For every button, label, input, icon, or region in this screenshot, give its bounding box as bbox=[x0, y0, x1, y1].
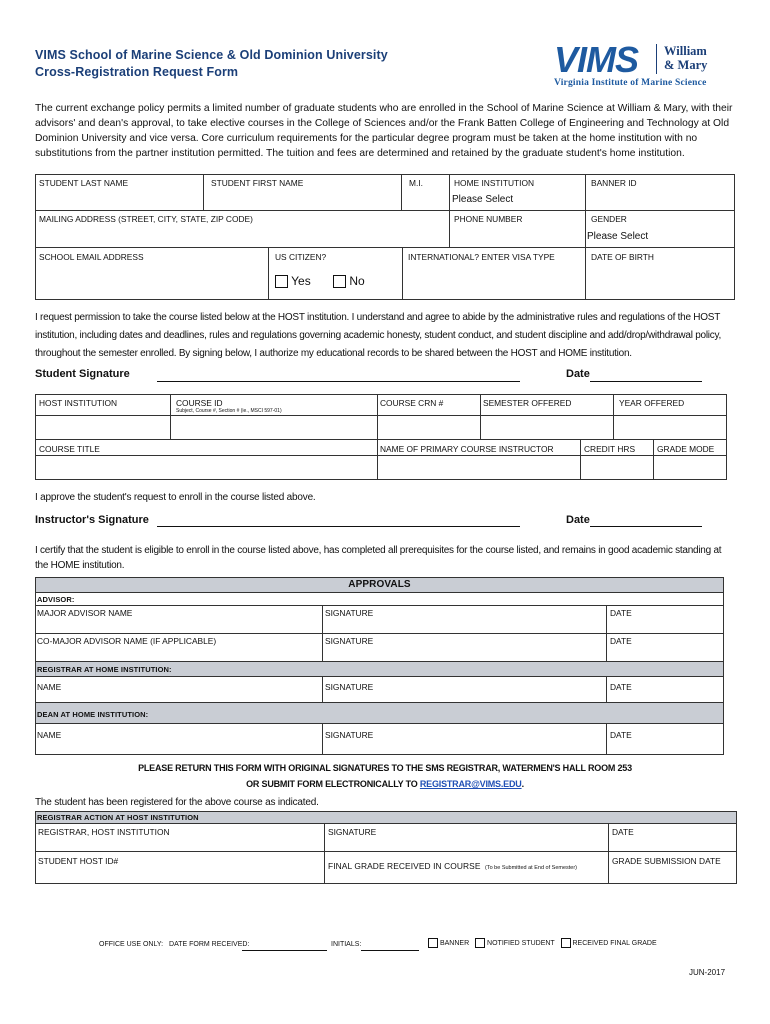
banner-checkbox-label: BANNER bbox=[439, 939, 470, 947]
host-registrar-field[interactable] bbox=[36, 837, 323, 850]
citizen-yes-checkbox[interactable] bbox=[275, 275, 288, 288]
date-received-label: DATE FORM RECEIVED: bbox=[169, 941, 250, 948]
registrar-date-field[interactable] bbox=[607, 691, 723, 702]
registrar-name-field[interactable] bbox=[36, 691, 321, 702]
citizen-no-checkbox[interactable] bbox=[333, 275, 346, 288]
final-grade-checkbox[interactable] bbox=[561, 938, 571, 948]
host-id-label: STUDENT HOST ID# bbox=[38, 856, 119, 866]
grade-submission-date-field[interactable] bbox=[609, 866, 736, 883]
phone-field[interactable] bbox=[450, 224, 584, 246]
co-major-advisor-field[interactable] bbox=[36, 645, 321, 660]
dean-home-heading: DEAN AT HOME INSTITUTION: bbox=[37, 710, 149, 719]
grade-mode-field[interactable] bbox=[654, 456, 726, 479]
logo-subtitle: Virginia Institute of Marine Science bbox=[554, 78, 707, 88]
banner-checkbox[interactable] bbox=[428, 938, 438, 948]
gender-select[interactable]: Please Select bbox=[587, 231, 649, 242]
course-title-field[interactable] bbox=[36, 456, 376, 479]
registrar-signature-field[interactable] bbox=[323, 691, 605, 702]
certify-paragraph: I certify that the student is eligible to enroll in the course listed above, has completed all prerequisites for the course listed, and remains in good academic standing at the HOME institution. bbox=[35, 545, 722, 571]
student-info-table bbox=[35, 174, 735, 288]
crn-field[interactable] bbox=[378, 416, 479, 439]
office-checkboxes bbox=[428, 938, 657, 948]
initials-label: INITIALS: bbox=[331, 941, 362, 948]
registered-text: The student has been registered for the above course as indicated. bbox=[35, 797, 319, 808]
credit-hrs-field[interactable] bbox=[581, 456, 652, 479]
final-grade-field[interactable] bbox=[325, 866, 607, 883]
registrar-date-label: DATE bbox=[610, 682, 632, 692]
us-citizen-label: US CITIZEN? bbox=[275, 252, 327, 262]
visa-type-field[interactable] bbox=[403, 264, 584, 299]
registrar-action-heading: REGISTRAR ACTION AT HOST INSTITUTION bbox=[37, 813, 199, 822]
registrar-signature-label: SIGNATURE bbox=[325, 682, 374, 692]
mailing-address-field[interactable] bbox=[36, 224, 448, 246]
mi-label: M.I. bbox=[409, 178, 423, 188]
return-instructions-text: OR SUBMIT FORM ELECTRONICALLY TO bbox=[246, 779, 418, 789]
student-signature-label: Student Signature bbox=[35, 368, 130, 380]
office-use-row bbox=[99, 941, 249, 948]
co-major-date-field[interactable] bbox=[607, 645, 723, 660]
phone-label: PHONE NUMBER bbox=[454, 214, 523, 224]
visa-type-label: INTERNATIONAL? ENTER VISA TYPE bbox=[408, 252, 555, 262]
banner-id-label: BANNER ID bbox=[591, 178, 637, 188]
host-institution-field[interactable] bbox=[36, 416, 169, 439]
student-date-label: Date bbox=[566, 368, 590, 380]
dean-date-field[interactable] bbox=[607, 740, 723, 754]
form-title-line2: Cross-Registration Request Form bbox=[35, 65, 239, 79]
major-advisor-date-label: DATE bbox=[610, 608, 632, 618]
vims-logo bbox=[552, 40, 732, 90]
major-advisor-signature-field[interactable] bbox=[323, 617, 605, 632]
semester-field[interactable] bbox=[481, 416, 612, 439]
intro-paragraph: The current exchange policy permits a limited number of graduate students who are enrolled in the School of Marine Science at William & Mary, with their advisors' and dean's approval, to take elective courses in the College of Sciences and/or the Frank Batten College of Engineering and Technology at Old Dominion University and vice versa. Core curriculum requirements for the particular degree program must be taken at the home institution with no substitutions from the partner institution permitted. The tuition and fees are determined and retained by the graduate student's home institution. bbox=[35, 103, 733, 159]
email-field[interactable] bbox=[36, 264, 267, 299]
last-name-label: STUDENT LAST NAME bbox=[39, 178, 129, 188]
co-major-signature-field[interactable] bbox=[323, 645, 605, 660]
mi-field[interactable] bbox=[402, 188, 448, 210]
year-field[interactable] bbox=[614, 416, 726, 439]
course-id-label: COURSE ID bbox=[176, 398, 223, 408]
form-title-line1: VIMS School of Marine Science & Old Dominion University bbox=[35, 48, 388, 62]
dean-name-label: NAME bbox=[37, 730, 62, 740]
host-registrar-label: REGISTRAR, HOST INSTITUTION bbox=[38, 827, 170, 837]
host-date-label: DATE bbox=[612, 827, 634, 837]
permission-paragraph: I request permission to take the course listed below at the HOST institution. I understand and agree to abide by the administrative rules and regulations of the HOST institution, including dates and deadlines, rules and regulations governing academic honesty, student conduct, and student discipline and add/drop/withdrawal policy, throughout the semester enrolled. By signing below, I authorize my educational records to be shared between the HOST and HOME institution. bbox=[35, 312, 722, 359]
registrar-email-link[interactable]: REGISTRAR@VIMS.EDU bbox=[419, 779, 522, 789]
gender-label: GENDER bbox=[591, 214, 627, 224]
citizen-no-label: No bbox=[349, 274, 365, 288]
citizen-yes-label: Yes bbox=[291, 274, 311, 288]
instructor-signature-line[interactable] bbox=[157, 526, 520, 527]
instructor-signature-label: Instructor's Signature bbox=[35, 514, 149, 526]
banner-id-field[interactable] bbox=[586, 188, 734, 210]
dean-date-label: DATE bbox=[610, 730, 632, 740]
grade-mode-label: GRADE MODE bbox=[657, 444, 715, 454]
credit-hrs-label: CREDIT HRS bbox=[584, 444, 636, 454]
co-major-date-label: DATE bbox=[610, 636, 632, 646]
approvals-table bbox=[35, 577, 724, 755]
student-date-line[interactable] bbox=[590, 381, 702, 382]
dean-name-field[interactable] bbox=[36, 740, 321, 754]
return-instructions-line2: OR SUBMIT FORM ELECTRONICALLY TO REGISTRAR@VIMS.EDU. bbox=[246, 779, 524, 789]
host-institution-label: HOST INSTITUTION bbox=[39, 398, 118, 408]
instructor-date-label: Date bbox=[566, 514, 590, 526]
student-signature-line[interactable] bbox=[157, 381, 520, 382]
co-major-advisor-label: CO-MAJOR ADVISOR NAME (IF APPLICABLE) bbox=[37, 636, 217, 646]
office-use-label: OFFICE USE ONLY: bbox=[99, 941, 164, 948]
approvals-heading: APPROVALS bbox=[348, 579, 411, 590]
return-instructions-line1: PLEASE RETURN THIS FORM WITH ORIGINAL SIGNATURES TO THE SMS REGISTRAR, WATERMEN'S HALL ROOM 253 bbox=[138, 763, 632, 773]
first-name-label: STUDENT FIRST NAME bbox=[211, 178, 304, 188]
initials-line[interactable] bbox=[361, 950, 419, 951]
home-institution-select[interactable]: Please Select bbox=[452, 194, 514, 205]
major-advisor-field[interactable] bbox=[36, 617, 321, 632]
registrar-home-heading: REGISTRAR AT HOME INSTITUTION: bbox=[37, 665, 172, 674]
dean-signature-field[interactable] bbox=[323, 740, 605, 754]
course-id-hint: Subject, Course #, Section # (ie., MSCI 597-01) bbox=[176, 408, 282, 414]
year-label: YEAR OFFERED bbox=[619, 398, 685, 408]
course-title-label: COURSE TITLE bbox=[39, 444, 100, 454]
final-grade-checkbox-label: RECEIVED FINAL GRADE bbox=[572, 939, 657, 947]
crn-label: COURSE CRN # bbox=[380, 398, 444, 408]
course-table bbox=[35, 394, 727, 485]
advisor-heading: ADVISOR: bbox=[37, 595, 75, 604]
citizen-no-option[interactable] bbox=[333, 274, 365, 288]
logo-mark: VIMS bbox=[554, 39, 639, 80]
registrar-action-table bbox=[35, 811, 737, 884]
logo-william: William bbox=[664, 44, 707, 58]
dob-label: DATE OF BIRTH bbox=[591, 252, 654, 262]
instructor-field[interactable] bbox=[378, 456, 579, 479]
major-advisor-label: MAJOR ADVISOR NAME bbox=[37, 608, 133, 618]
registrar-name-label: NAME bbox=[37, 682, 62, 692]
dob-field[interactable] bbox=[586, 264, 734, 299]
notified-checkbox-label: NOTIFIED STUDENT bbox=[487, 939, 555, 947]
semester-label: SEMESTER OFFERED bbox=[483, 398, 572, 408]
host-signature-label: SIGNATURE bbox=[328, 827, 377, 837]
citizen-yes-option[interactable] bbox=[275, 274, 311, 288]
logo-mary: & Mary bbox=[664, 58, 708, 72]
first-name-field[interactable] bbox=[204, 188, 400, 210]
host-date-field[interactable] bbox=[609, 837, 736, 850]
email-label: SCHOOL EMAIL ADDRESS bbox=[39, 252, 144, 262]
last-name-field[interactable] bbox=[36, 188, 202, 210]
co-major-signature-label: SIGNATURE bbox=[325, 636, 374, 646]
instructor-date-line[interactable] bbox=[590, 526, 702, 527]
grade-submission-date-label: GRADE SUBMISSION DATE bbox=[612, 856, 721, 866]
host-id-field[interactable] bbox=[36, 866, 323, 883]
major-advisor-date-field[interactable] bbox=[607, 617, 723, 632]
final-grade-text: FINAL GRADE RECEIVED IN COURSE bbox=[328, 861, 481, 871]
logo-divider bbox=[656, 44, 657, 74]
notified-checkbox[interactable] bbox=[475, 938, 485, 948]
mailing-address-label: MAILING ADDRESS (STREET, CITY, STATE, ZIP CODE) bbox=[39, 214, 253, 224]
approve-text: I approve the student's request to enroll in the course listed above. bbox=[35, 492, 316, 503]
date-received-line[interactable] bbox=[242, 950, 327, 951]
major-advisor-signature-label: SIGNATURE bbox=[325, 608, 374, 618]
footer-code: JUN-2017 bbox=[689, 968, 726, 977]
home-institution-label: HOME INSTITUTION bbox=[454, 178, 535, 188]
instructor-label: NAME OF PRIMARY COURSE INSTRUCTOR bbox=[380, 444, 554, 454]
dean-signature-label: SIGNATURE bbox=[325, 730, 374, 740]
course-id-field[interactable] bbox=[171, 416, 376, 439]
final-grade-hint: (To be Submitted at End of Semester) bbox=[485, 865, 578, 871]
host-signature-field[interactable] bbox=[325, 837, 607, 850]
